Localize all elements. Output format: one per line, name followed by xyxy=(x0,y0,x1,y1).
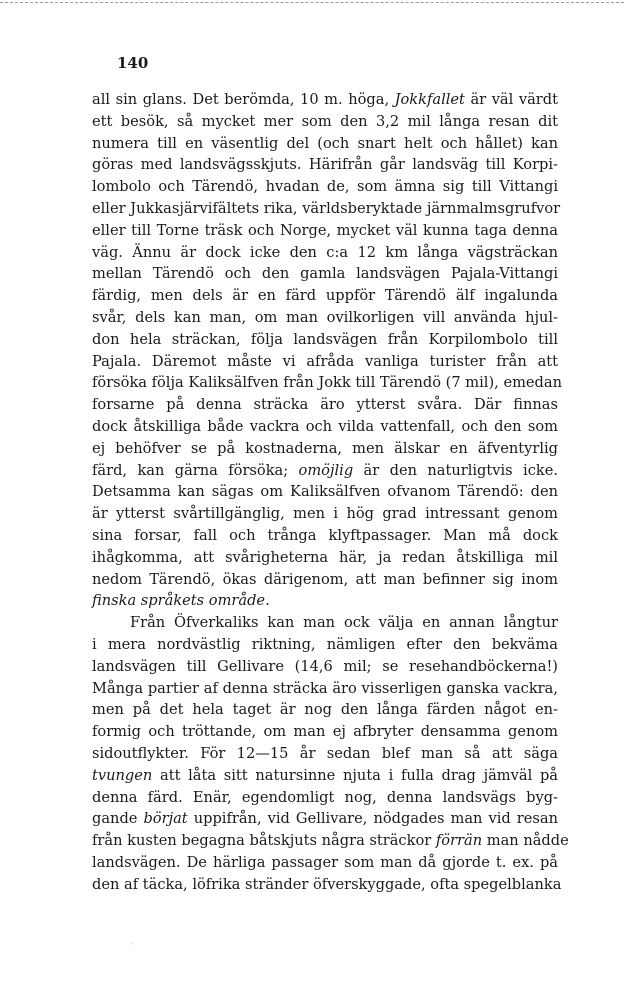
text-segment: är väl värdt xyxy=(464,91,558,108)
text-segment: Från Öfverkaliks kan man ock välja en annan långtur xyxy=(130,614,558,632)
text-segment: i mera nordvästlig riktning, nämligen efter den bekväma xyxy=(92,635,558,653)
text-line xyxy=(92,765,558,787)
text-line xyxy=(92,351,558,373)
text-line xyxy=(92,830,569,852)
text-segment: sidoutflykter. För 12—15 år sedan blef man så att säga xyxy=(92,744,558,762)
text-segment: eller till Torne träsk och Norge, mycket väl kunna taga denna xyxy=(92,221,558,239)
text-line xyxy=(92,852,558,874)
text-line xyxy=(92,198,561,220)
bottom-mark: · xyxy=(130,940,133,950)
italic-phrase: omöjlig xyxy=(298,461,354,479)
text-segment: göras med landsvägsskjuts. Härifrån går landsväg till Korpi- xyxy=(92,156,558,174)
text-line xyxy=(92,481,558,503)
text-segment: ej behöfver se på kostnaderna, men älskar en äfventyrlig xyxy=(92,439,558,457)
text-segment: nedom Tärendö, ökas därigenom, att man befinner sig inom xyxy=(92,570,558,588)
text-line xyxy=(92,525,558,547)
text-line xyxy=(92,808,558,830)
text-line xyxy=(92,612,558,634)
text-segment: formig och tröttande, om man ej afbryter densamma genom xyxy=(92,723,558,741)
text-line xyxy=(92,438,558,460)
text-segment: är ytterst svårtillgänglig, men i hög grad intressant genom xyxy=(92,505,558,523)
text-line xyxy=(92,656,558,678)
italic-phrase: förrän xyxy=(435,832,483,850)
text-segment: dock åtskilliga både vackra och vilda vattenfall, och den som xyxy=(92,417,558,435)
text-line xyxy=(92,874,562,896)
text-segment: Detsamma kan sägas om Kaliksälfven ofvanom Tärendö: den xyxy=(92,483,558,501)
text-segment: landsvägen till Gellivare (14,6 mil; se resehandböckerna!) xyxy=(92,657,558,675)
text-segment: väg. Ännu är dock icke den c:a 12 km långa vägsträckan xyxy=(92,243,558,261)
text-segment: den af täcka, löfrika stränder öfverskyggade, ofta spegelblanka xyxy=(92,875,562,893)
text-segment: eller Jukkasjärvifältets rika, världsberyktade järnmalmsgrufvor xyxy=(92,199,561,217)
italic-phrase: Jokkfallet xyxy=(394,91,465,108)
text-line xyxy=(92,133,558,155)
text-segment: man nådde xyxy=(482,832,569,850)
text-line xyxy=(92,111,558,133)
text-line xyxy=(92,547,558,569)
text-segment: svår, dels kan man, om man ovilkorligen vill använda hjul- xyxy=(92,308,558,326)
text-segment: all sin glans. Det berömda, 10 m. höga, xyxy=(92,91,395,108)
text-segment: denna färd. Enär, egendomligt nog, denna landsvägs byg- xyxy=(92,788,558,806)
text-line xyxy=(92,220,558,242)
text-line xyxy=(92,721,558,743)
text-line xyxy=(92,242,558,264)
text-line xyxy=(92,307,558,329)
text-line xyxy=(92,569,558,591)
text-line xyxy=(92,503,558,525)
text-line xyxy=(92,154,558,176)
text-line xyxy=(92,263,558,285)
text-line xyxy=(92,699,558,721)
text-line xyxy=(92,89,558,111)
body-text xyxy=(92,89,569,895)
text-line xyxy=(92,743,558,765)
text-segment: är den naturligtvis icke. xyxy=(353,461,558,479)
text-line xyxy=(92,176,558,198)
text-segment: Många partier af denna sträcka äro visserligen ganska vackra, xyxy=(92,679,558,697)
text-segment: ihågkomma, att svårigheterna här, ja redan åtskilliga mil xyxy=(92,548,558,566)
text-line xyxy=(92,678,558,700)
text-line xyxy=(92,460,558,482)
text-segment: färd, kan gärna försöka; xyxy=(92,461,299,479)
text-segment: uppifrån, vid Gellivare, nödgades man vid resan xyxy=(187,810,558,828)
text-line xyxy=(92,394,558,416)
text-segment: men på det hela taget är nog den långa färden något en- xyxy=(92,701,558,719)
italic-phrase: finska språkets område. xyxy=(92,592,270,610)
text-segment: numera till en väsentlig del (och snart helt och hållet) kan xyxy=(92,134,558,152)
top-rule xyxy=(0,2,624,3)
italic-phrase: börjat xyxy=(143,810,188,828)
text-line xyxy=(92,329,558,351)
text-line xyxy=(92,285,558,307)
text-line xyxy=(92,787,558,809)
text-segment: från kusten begagna båtskjuts några sträckor xyxy=(92,832,436,850)
text-line xyxy=(92,372,562,394)
text-segment: Pajala. Däremot måste vi afråda vanliga turister från att xyxy=(92,352,558,370)
text-segment: don hela sträckan, följa landsvägen från Korpilombolo till xyxy=(92,330,558,348)
text-segment: färdig, men dels är en färd uppför Tärendö älf ingalunda xyxy=(92,287,558,305)
text-segment: landsvägen. De härliga passager som man då gjorde t. ex. på xyxy=(92,853,558,871)
italic-phrase: tvungen xyxy=(92,766,153,784)
text-line xyxy=(92,634,558,656)
text-segment: att låta sitt natursinne njuta i fulla drag jämväl på xyxy=(152,766,558,784)
text-line xyxy=(92,590,558,612)
text-segment: försöka följa Kaliksälfven från Jokk till Tärendö (7 mil), emedan xyxy=(92,374,562,392)
text-segment: gande xyxy=(92,810,144,828)
page-number: 140 xyxy=(117,54,149,72)
text-segment: lombolo och Tärendö, hvadan de, som ämna sig till Vittangi xyxy=(92,178,558,196)
text-segment: ett besök, så mycket mer som den 3,2 mil långa resan dit xyxy=(92,112,558,130)
text-line xyxy=(92,416,558,438)
text-segment: forsarne på denna sträcka äro ytterst svåra. Där finnas xyxy=(92,396,558,414)
text-segment: mellan Tärendö och den gamla landsvägen Pajala-Vittangi xyxy=(92,265,558,283)
text-segment: sina forsar, fall och trånga klyftpassager. Man må dock xyxy=(92,526,558,544)
